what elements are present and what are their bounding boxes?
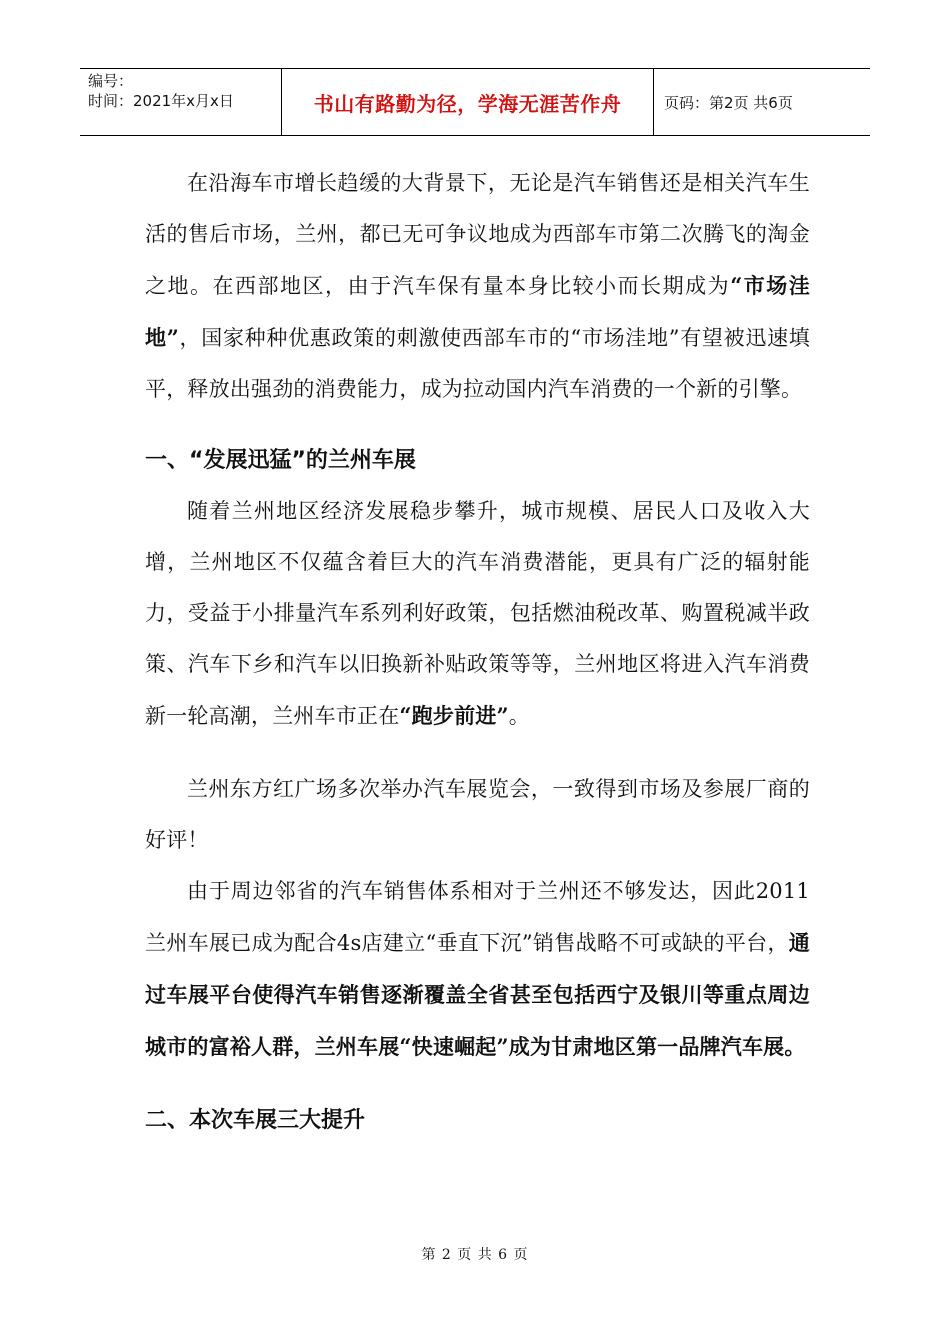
paragraph-development-bold: “跑步前进”	[399, 703, 509, 728]
document-header	[80, 68, 870, 136]
section-heading-1: 一、“发展迅猛”的兰州车展	[145, 448, 416, 473]
header-motto: 书山有路勤为径，学海无涯苦作舟	[282, 69, 654, 135]
document-body	[145, 158, 810, 1146]
paragraph-development	[145, 486, 810, 742]
header-page-info: 页码：第2页 共6页	[664, 93, 793, 112]
paragraph-development-text-1: 随着兰州地区经济发展稳步攀升，城市规模、居民人口及收入大增，兰州地区不仅蕴含着巨大的汽车消费潜能，更具有广泛的辐射能力，受益于小排量汽车系列利好政策，包括燃油税改革、购置税减半政策、汽车下乡和汽车以旧换新补贴政策等等，兰州地区将进入汽车消费新一轮高潮，兰州车市正在	[145, 499, 810, 728]
paragraph-strategy-bold: 通过车展平台使得汽车销售逐渐覆盖全省甚至包括西宁及银川等重点周边城市的富裕人群，兰州车展“快速崛起”成为甘肃地区第一品牌汽车展。	[145, 930, 810, 1059]
paragraph-strategy	[145, 866, 810, 1073]
document-number-label: 编号：	[88, 72, 134, 90]
paragraph-development-text-2: 。	[508, 704, 530, 728]
paragraph-intro-bold: “市场洼地”	[145, 273, 810, 350]
paragraph-intro-text-1: 在沿海车市增长趋缓的大背景下，无论是汽车销售还是相关汽车生活的售后市场，兰州，都已无可争议地成为西部车市第二次腾飞的淘金之地。在西部地区，由于汽车保有量本身比较小而长期成为	[145, 171, 810, 298]
paragraph-intro	[145, 158, 810, 415]
document-time-label: 时间：2021年x月x日	[88, 92, 234, 110]
header-meta-cell	[80, 69, 282, 135]
paragraph-exhibition: 兰州东方红广场多次举办汽车展览会，一致得到市场及参展厂商的好评！	[145, 777, 810, 852]
section-heading-2: 二、本次车展三大提升	[145, 1108, 366, 1133]
page-footer: 第 2 页 共 6 页	[421, 1247, 529, 1263]
paragraph-intro-text-2: ，国家种种优惠政策的刺激使西部车市的“市场洼地”有望被迅速填平，释放出强劲的消费能力，成为拉动国内汽车消费的一个新的引擎。	[145, 326, 810, 401]
paragraph-strategy-text-1: 由于周边邻省的汽车销售体系相对于兰州还不够发达，因此2011兰州车展已成为配合4s店建立“垂直下沉”销售战略不可或缺的平台，	[145, 879, 810, 955]
